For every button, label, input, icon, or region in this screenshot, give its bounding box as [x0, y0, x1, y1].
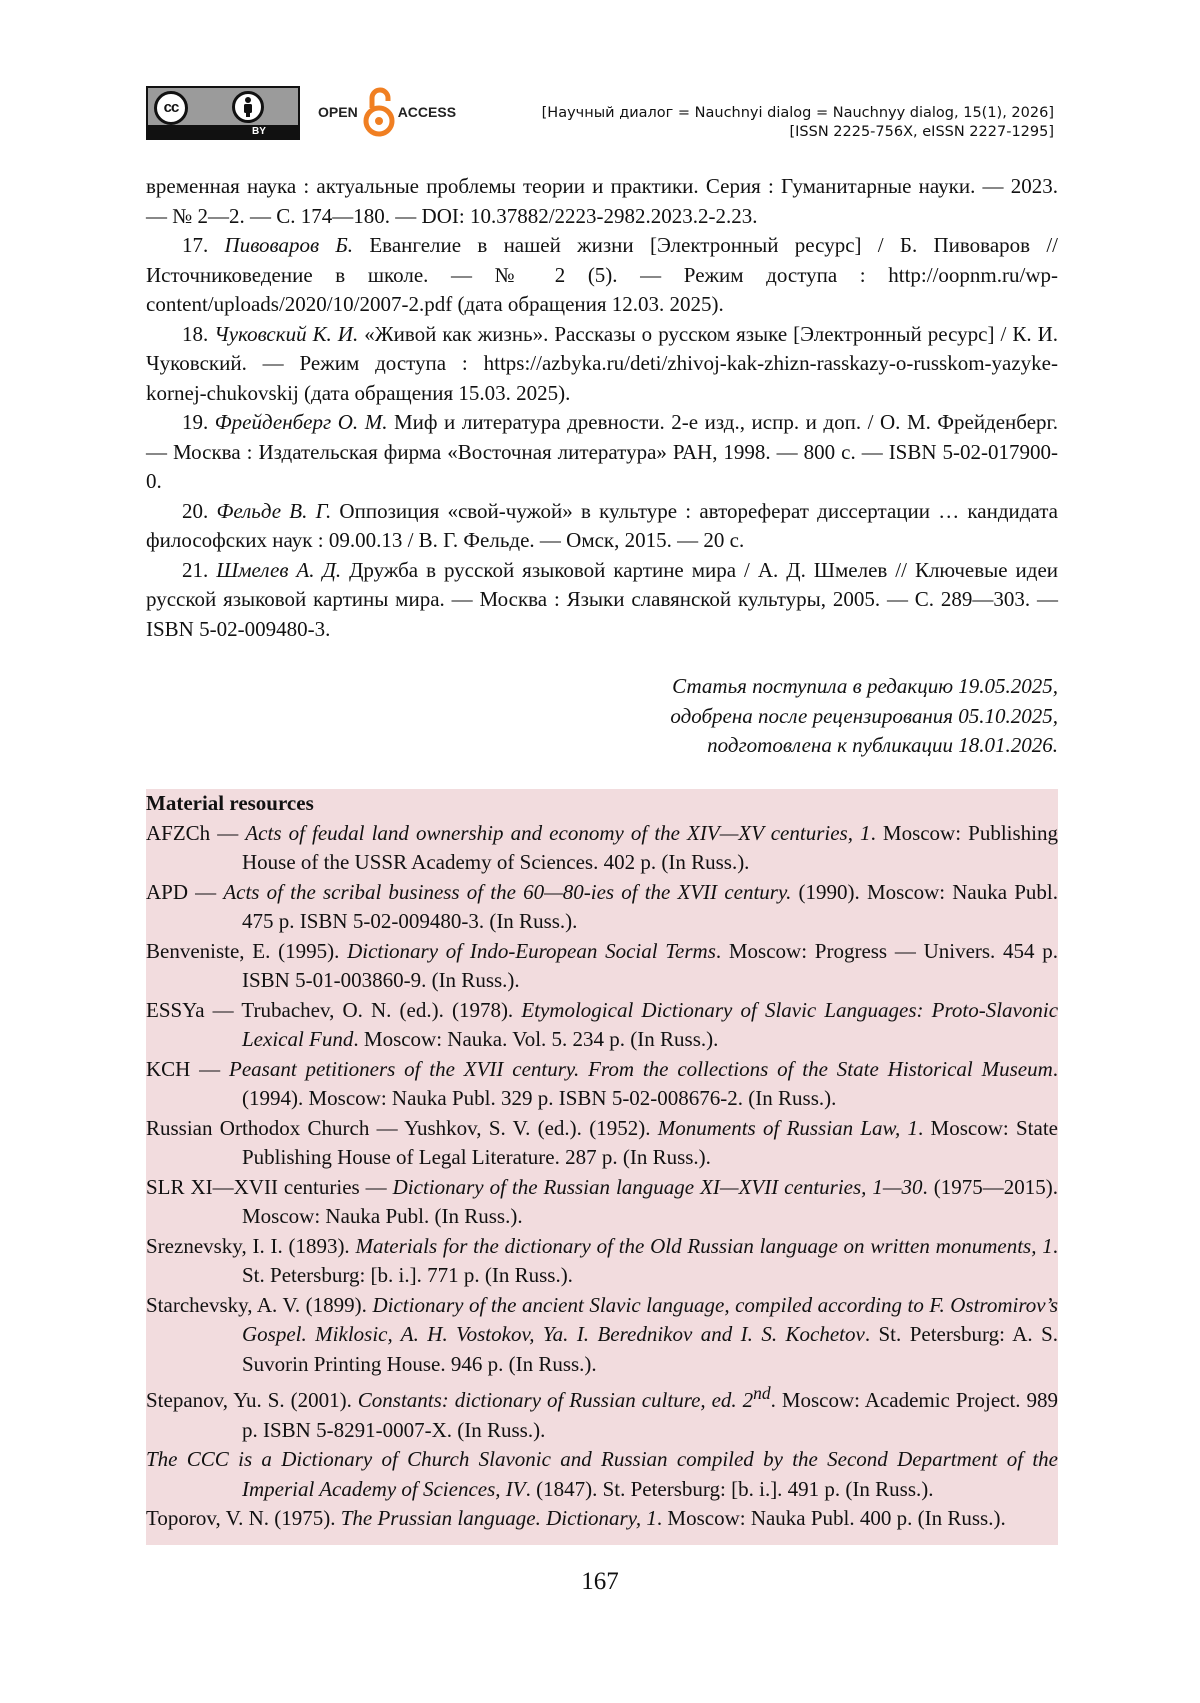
page-number: 167: [581, 1568, 619, 1595]
entry-title: Peasant petitioners of the XVII century. From the collections of the State Historical Museum: [229, 1056, 1053, 1081]
reference-continuation: временная наука : актуальные проблемы теории и практики. Серия : Гуманитарные науки. — 2023. — № 2—2. — С. 174—180. — DOI: 10.37882/2223-2982.2023.2-2.23.: [146, 174, 1058, 228]
entry-suffix: . Moscow: State Publishing House of Legal Literature. 287 p. (In Russ.).: [242, 1115, 1058, 1169]
article-dates: [670, 672, 1058, 761]
references-list: [146, 172, 1058, 644]
journal-citation: [Научный диалог = Nauchnyi dialog = Nauchnyy dialog, 15(1), 2026]: [541, 105, 1054, 121]
reference-text: Дружба в русской языковой картине мира / А. Д. Шмелев // Ключевые идеи русской языковой картины мира. — Москва : Языки славянской культуры, 2005. — С. 289—303. — ISBN 5-02-009480-3.: [146, 557, 1058, 641]
entry-prefix: KCH —: [146, 1056, 229, 1081]
reference-author: Чуковский К. И.: [214, 321, 359, 346]
entry-suffix: (1990). Moscow: Nauka Publ. 475 p. ISBN 5-02-009480-3. (In Russ.).: [242, 879, 1058, 933]
entry-title: The Prussian language. Dictionary, 1: [340, 1506, 657, 1530]
entry-suffix: . St. Petersburg: [b. i.]. 771 p. (In Russ.).: [242, 1233, 1058, 1287]
entry-suffix: . Moscow: Publishing House of the USSR Academy of Sciences. 402 p. (In Russ.).: [242, 820, 1059, 874]
material-entry: [146, 1504, 1058, 1534]
prepared-date: подготовлена к публикации 18.01.2026.: [707, 733, 1058, 757]
entry-title: Etymological Dictionary of Slavic Languages: Proto-Slavonic Lexical Fund: [242, 997, 1059, 1051]
entry-suffix: . Moscow: Academic Project. 989 p. ISBN 5-8291-0007-X. (In Russ.).: [242, 1388, 1058, 1442]
entry-title: Acts of the scribal business of the 60—80-ies of the XVII century.: [223, 879, 792, 904]
cc-icon: cc: [154, 91, 188, 125]
reference-item: [146, 556, 1058, 645]
entry-suffix: . St. Petersburg: A. S. Suvorin Printing House. 946 p. (In Russ.).: [242, 1322, 1059, 1376]
reference-item: [146, 497, 1058, 556]
entry-prefix: SLR XI—XVII centuries —: [146, 1174, 393, 1199]
open-access-logo: [318, 86, 456, 138]
material-entry: [146, 1291, 1058, 1380]
entry-title: Constants: dictionary of Russian culture, ed. 2: [357, 1388, 754, 1412]
material-entry: [146, 1232, 1058, 1291]
entry-prefix: ESSYa — Trubachev, O. N. (ed.). (1978).: [146, 997, 522, 1022]
entry-title: Dictionary of the ancient Slavic language, compiled according to F. Ostromirov’s Gospel. Miklosic, A. H. Vostokov, Ya. I. Berednikov and I. S. Kochetov: [242, 1292, 1058, 1346]
material-entry: [146, 1055, 1058, 1114]
attribution-icon: [232, 91, 264, 123]
received-date: Статья поступила в редакцию 19.05.2025,: [672, 674, 1058, 698]
entry-prefix: AFZCh —: [146, 820, 246, 845]
material-entry: [146, 996, 1058, 1055]
reference-number: 18.: [182, 321, 209, 346]
entry-prefix: Benveniste, E. (1995).: [146, 938, 348, 963]
material-resources-heading: Material resources: [146, 791, 314, 815]
reference-author: Фрейденберг О. М.: [214, 410, 388, 434]
reference-number: 21.: [182, 557, 209, 582]
reference-item: [146, 231, 1058, 320]
by-label: BY: [148, 125, 298, 138]
reference-number: 19.: [182, 410, 209, 434]
entry-title: Acts of feudal land ownership and economy of the XIV—XV centuries, 1: [245, 820, 871, 845]
approved-date: одобрена после рецензирования 05.10.2025,: [670, 703, 1058, 728]
material-entry: [146, 1379, 1058, 1445]
reference-item: [146, 320, 1058, 409]
entry-suffix: . (1975—2015). Moscow: Nauka Publ. (In Russ.).: [242, 1174, 1058, 1228]
entry-suffix: . Moscow: Progress — Univers. 454 p. ISBN 5-01-003860-9. (In Russ.).: [242, 938, 1059, 992]
cc-by-license-badge: [146, 86, 300, 140]
journal-info: [542, 104, 1054, 142]
material-entry: [146, 819, 1058, 878]
entry-prefix: Stepanov, Yu. S. (2001).: [146, 1388, 358, 1412]
entry-title: Dictionary of Indo-European Social Terms: [347, 938, 716, 963]
entry-prefix: Toporov, V. N. (1975).: [146, 1506, 341, 1530]
reference-text: Миф и литература древности. 2-е изд., испр. и доп. / О. М. Фрейденберг. — Москва : Издательская фирма «Восточная литература» РАН, 1998. — 800 с. — ISBN 5-02-017900-0.: [146, 410, 1059, 493]
entry-superscript: nd: [753, 1383, 771, 1403]
material-entry: [146, 1173, 1058, 1232]
entry-title: Monuments of Russian Law, 1: [657, 1115, 919, 1140]
entry-prefix: Russian Orthodox Church — Yushkov, S. V. (ed.). (1952).: [146, 1115, 658, 1140]
material-entry: [146, 878, 1058, 937]
entry-suffix: . (1847). St. Petersburg: [b. i.]. 491 p. (In Russ.).: [525, 1476, 934, 1501]
entry-suffix: . Moscow: Nauka. Vol. 5. 234 p. (In Russ.).: [353, 1027, 719, 1051]
entry-prefix: Starchevsky, A. V. (1899).: [146, 1292, 373, 1317]
open-lock-icon: [362, 86, 396, 138]
reference-text: Евангелие в нашей жизни [Электронный ресурс] / Б. Пивоваров // Источниковедение в школе. — № 2 (5). — Режим доступа : http://oopnm.ru/wp-content/uploads/2020/10/2007-2.pdf (дата обращения 12.03. 2025).: [146, 233, 1059, 316]
reference-number: 20.: [182, 498, 209, 523]
journal-issn: [ISSN 2225-756X, eISSN 2227-1295]: [789, 124, 1054, 140]
open-access-right-text: ACCESS: [397, 104, 457, 120]
entry-prefix: Sreznevsky, I. I. (1893).: [146, 1233, 356, 1258]
material-resources-section: [146, 789, 1058, 1545]
entry-prefix: APD —: [146, 879, 224, 904]
reference-text: «Живой как жизнь». Рассказы о русском языке [Электронный ресурс] / К. И. Чуковский. — Режим доступа : https://azbyka.ru/deti/zhivoj-kak-zhizn-rasskazy-o-russkom-yazyke-kornej-chukovskij (дата обращения 15.03. 2025).: [146, 321, 1059, 405]
reference-author: Фельде В. Г.: [216, 498, 332, 523]
entry-suffix: . Moscow: Nauka Publ. 400 p. (In Russ.).: [656, 1506, 1006, 1530]
entry-suffix: . (1994). Moscow: Nauka Publ. 329 p. ISBN 5-02-008676-2. (In Russ.).: [242, 1056, 1058, 1110]
material-entry: [146, 937, 1058, 996]
material-entry: [146, 1114, 1058, 1173]
entry-title: Materials for the dictionary of the Old Russian language on written monuments, 1: [355, 1233, 1053, 1258]
reference-text: Оппозиция «свой-чужой» в культуре : автореферат диссертации … кандидата философских наук : 09.00.13 / В. Г. Фельде. — Омск, 2015. — 20 с.: [146, 498, 1058, 552]
reference-author: Пивоваров Б.: [224, 233, 354, 257]
reference-author: Шмелев А. Д.: [216, 557, 342, 582]
reference-number: 17.: [182, 233, 209, 257]
entry-title: Dictionary of the Russian language XI—XVII centuries, 1—30: [392, 1174, 923, 1199]
material-entry: [146, 1445, 1058, 1504]
entry-title: The CCC is a Dictionary of Church Slavonic and Russian compiled by the Second Department of the Imperial Academy of Sciences, IV: [146, 1447, 1058, 1501]
reference-item: [146, 408, 1058, 497]
open-access-left-text: OPEN: [318, 104, 358, 120]
